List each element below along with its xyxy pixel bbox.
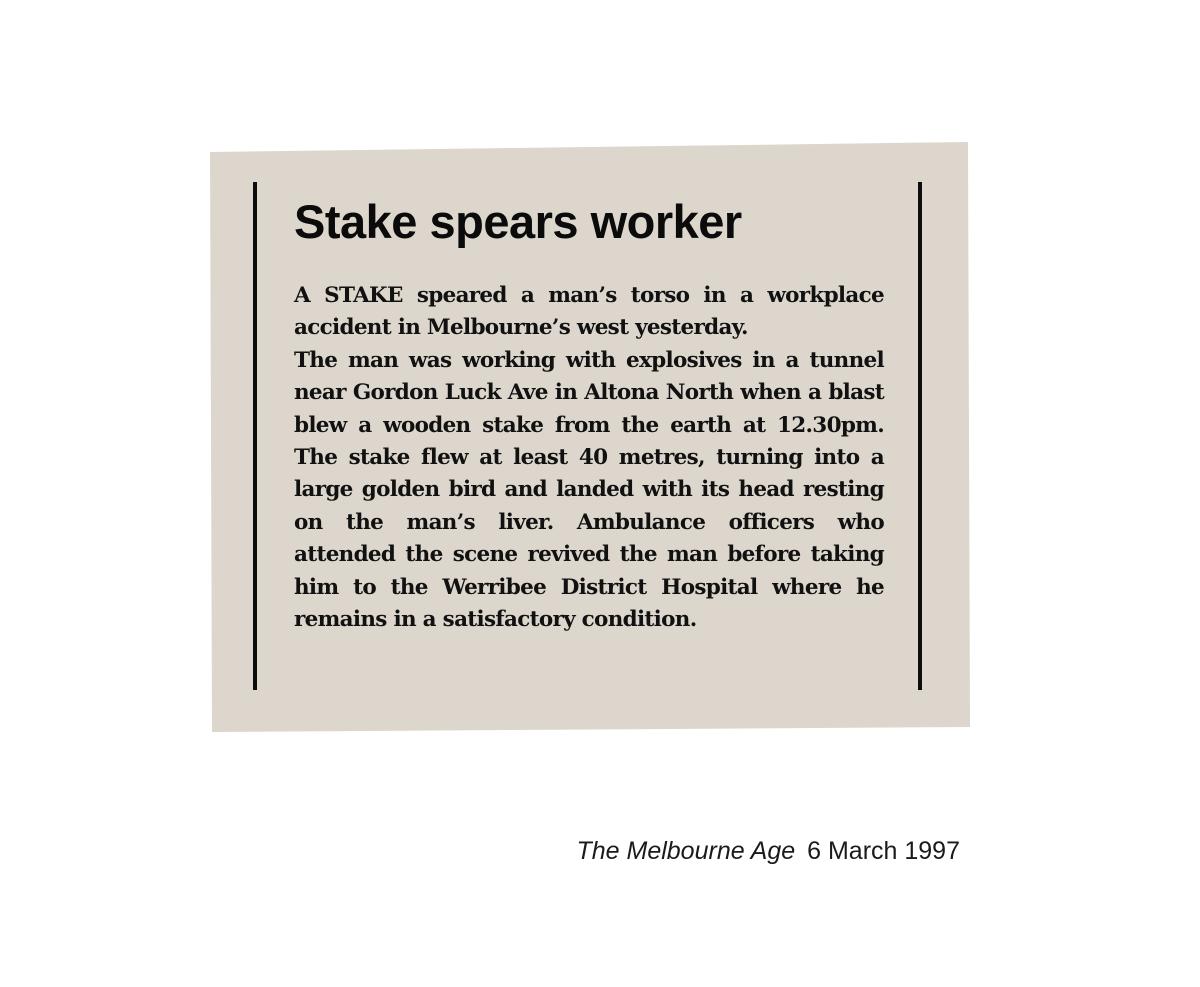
- article-paragraph-main: The man was working with explosives in a tunnel near Gordon Luck Ave in Altona North when a blast blew a wooden stake from the earth at 12.30pm. The stake flew at least 40 metres, turning into a large golden bird and landed with its head resting on the man’s liver. Ambulance officers who attended the scene revived the man before taking him to the Werribee District Hospital where he remains in a satisfactory condition.: [294, 347, 884, 633]
- source-caption: [576, 837, 960, 866]
- left-column-rule: [253, 182, 257, 690]
- article-paragraph-lead: A STAKE speared a man’s torso in a workplace accident in Melbourne’s west yesterday.: [294, 283, 884, 341]
- publication-date: 6 March 1997: [807, 837, 960, 865]
- article-headline: Stake spears worker: [294, 195, 742, 248]
- right-column-rule: [918, 182, 922, 690]
- publication-name: The Melbourne Age: [576, 837, 796, 865]
- article-body: [294, 280, 884, 636]
